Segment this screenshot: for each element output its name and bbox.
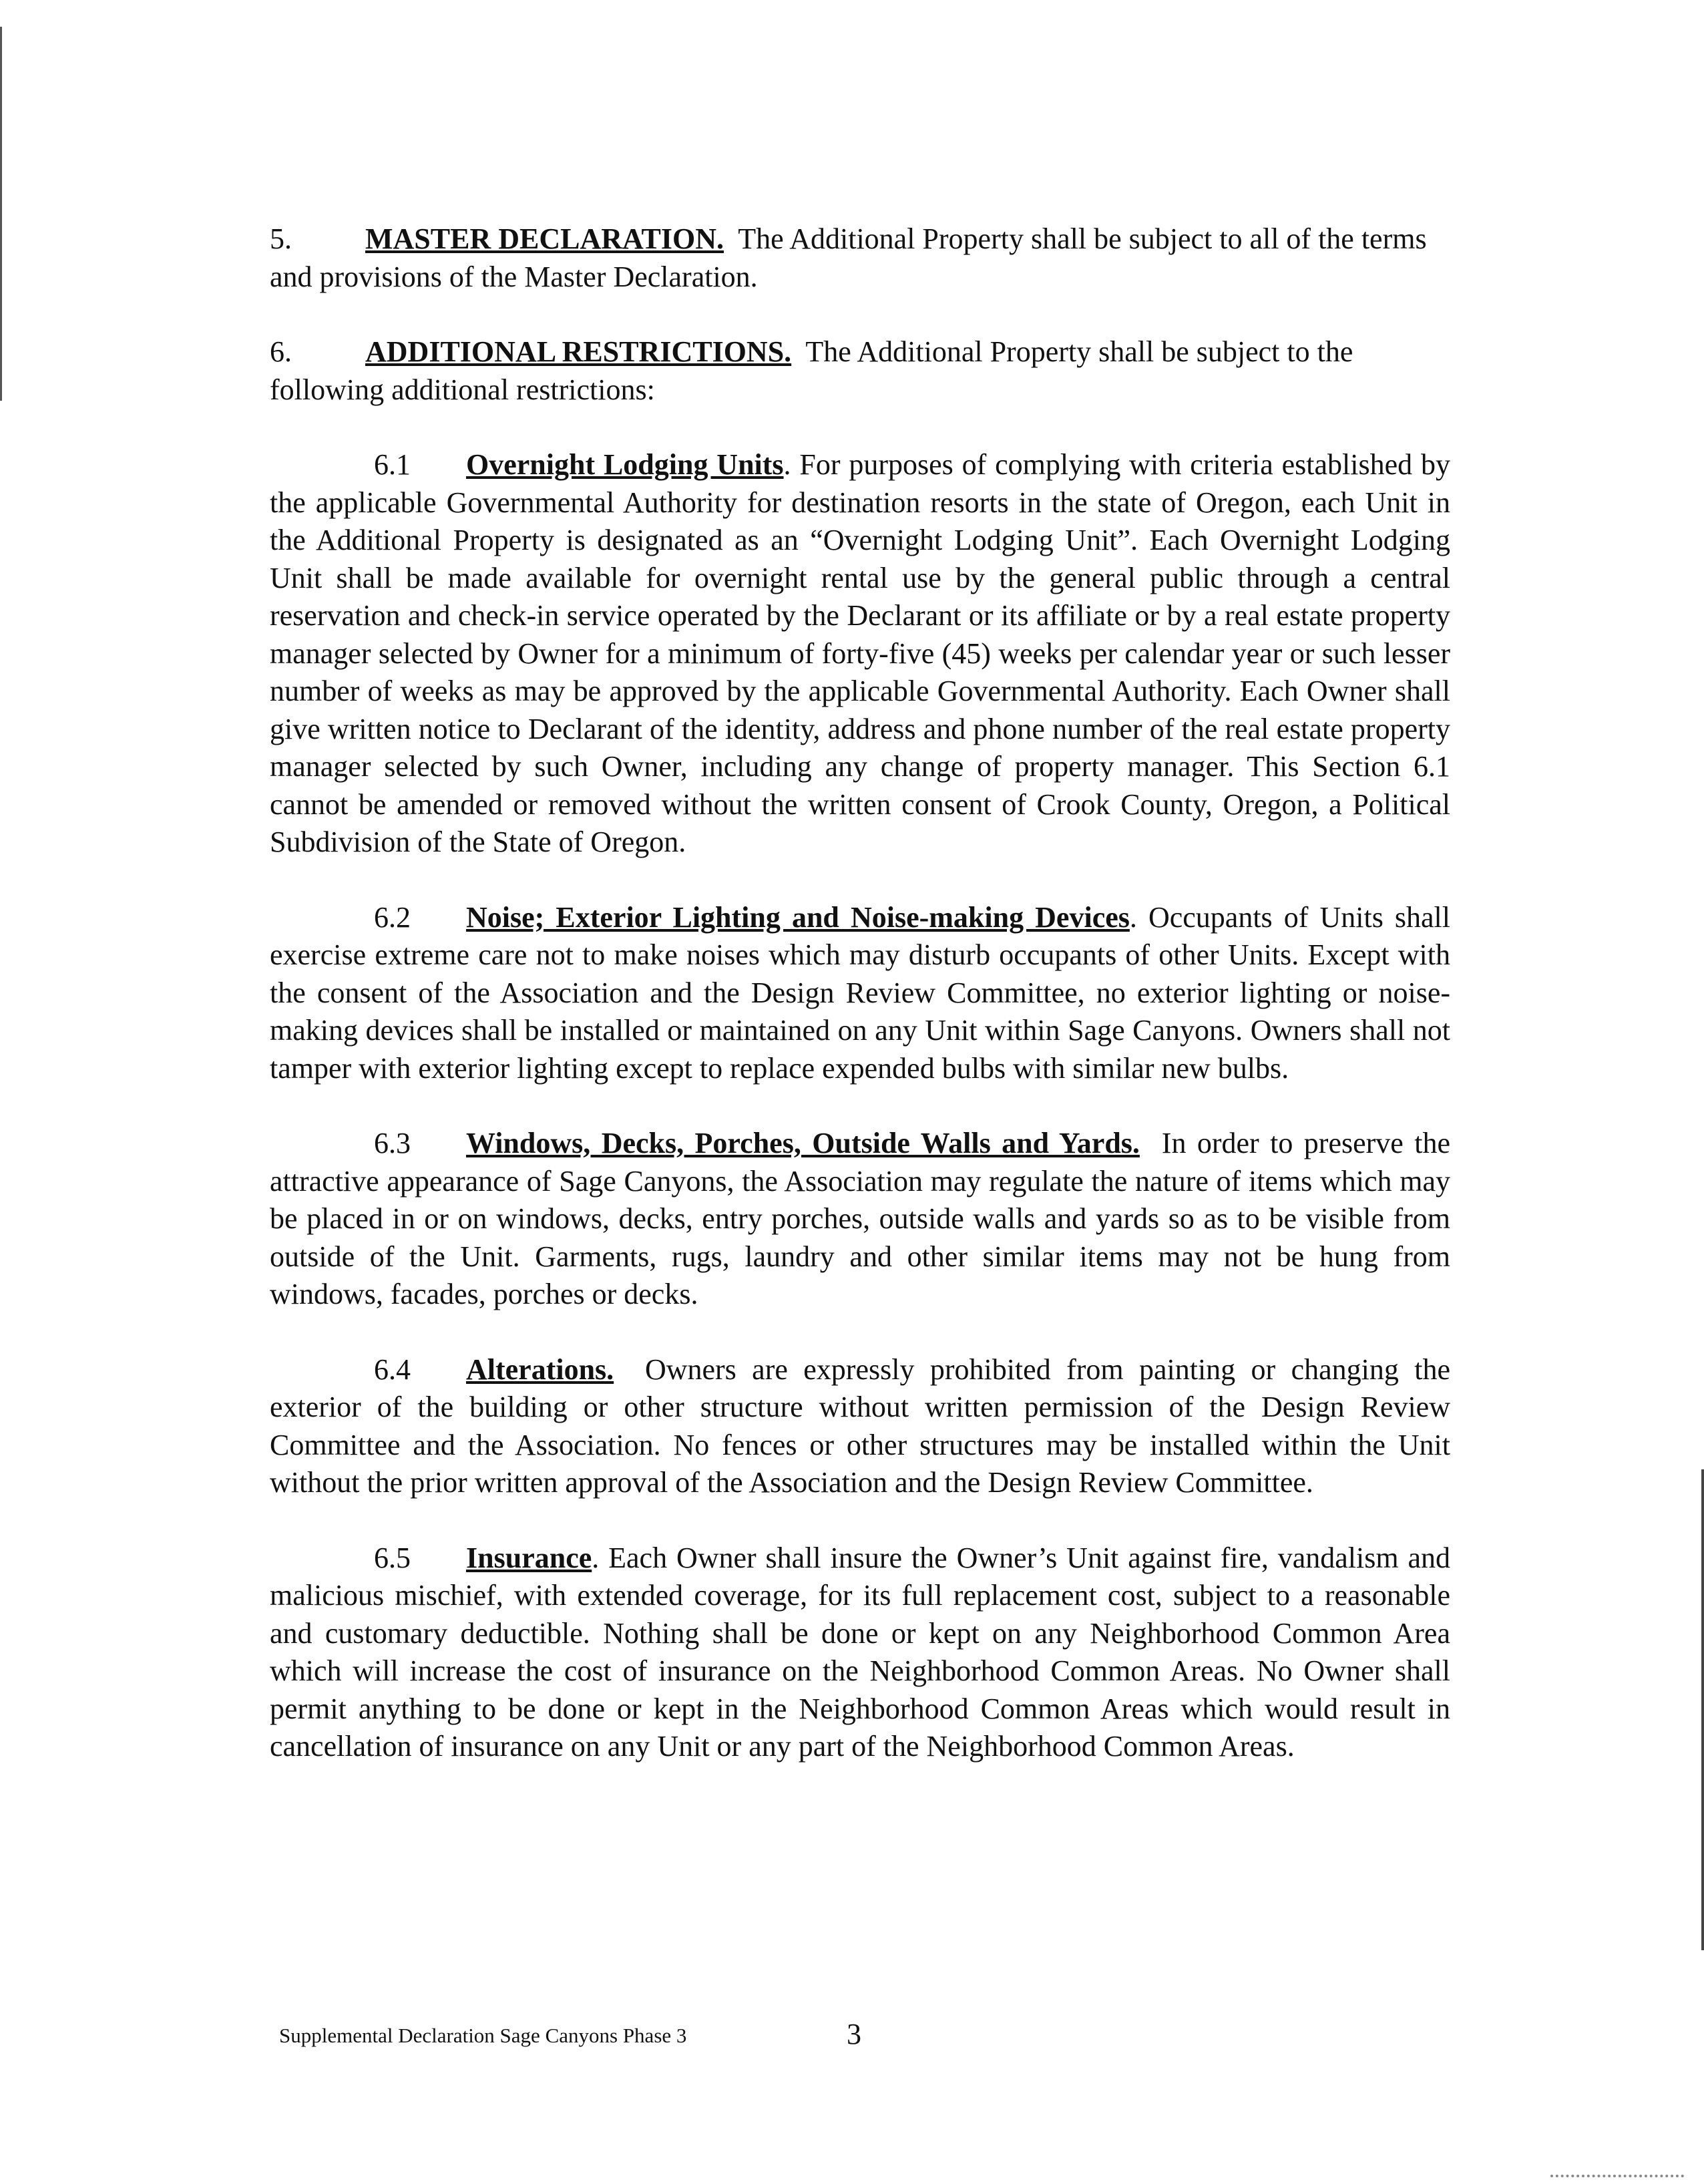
section-6-3 xyxy=(270,1125,1450,1314)
scan-edge-left xyxy=(0,27,2,401)
section-number: 6.4 xyxy=(374,1352,411,1386)
section-text: . For purposes of complying with criteria established by the applicable Governmental Authority for destination resorts in the state of Oregon, each Unit in the Additional Property is designated as an “Overnight Lodging Unit”. Each Overnight Lodging Unit shall be made available for overnight rental use by the general public through a central reservation and check-in service operated by the Declarant or its affiliate or by a real estate property manager selected by Owner for a minimum of forty-five (45) weeks per calendar year or such lesser number of weeks as may be approved by the applicable Governmental Authority. Each Owner shall give written notice to Declarant of the identity, address and phone number of the real estate property manager selected by such Owner, including any change of property manager. This Section 6.1 cannot be amended or removed without the written consent of Crook County, Oregon, a Political Subdivision of the State of Oregon. xyxy=(270,448,1450,858)
section-text: Owners are expressly prohibited from painting or changing the exterior of the building or other structure without written permission of the Design Review Committee and the Association. No fences or other structures may be installed within the Unit without the prior written approval of the Association and the Design Review Committee. xyxy=(270,1352,1451,1499)
section-heading: Insurance xyxy=(466,1541,592,1574)
section-text: In order to preserve the attractive appearance of Sage Canyons, the Association may regulate the nature of items which may be placed in or on windows, decks, entry porches, outside walls and yards so as to be visible from outside of the Unit. Garments, rugs, laundry and other similar items may not be hung from windows, facades, porches or decks. xyxy=(270,1127,1451,1310)
document-body xyxy=(270,220,1450,1766)
section-number: 5. xyxy=(270,222,292,255)
section-6-2 xyxy=(270,899,1450,1088)
section-number: 6.2 xyxy=(374,900,411,934)
section-6 xyxy=(270,333,1450,409)
section-text: The Additional Property shall be subject to all of the terms and provisions of the Master Declaration. xyxy=(270,222,1427,293)
section-text: . Each Owner shall insure the Owner’s Unit against fire, vandalism and malicious mischief, with extended coverage, for its full replacement cost, subject to a reasonable and customary deductible. Nothing shall be done or kept on any Neighborhood Common Area which will increase the cost of insurance on the Neighborhood Common Areas. No Owner shall permit anything to be done or kept in the Neighborhood Common Areas which would result in cancellation of insurance on any Unit or any part of the Neighborhood Common Areas. xyxy=(270,1541,1450,1763)
section-heading: MASTER DECLARATION. xyxy=(365,222,724,255)
section-6-5 xyxy=(270,1539,1450,1766)
section-5 xyxy=(270,220,1450,296)
section-heading: Windows, Decks, Porches, Outside Walls and Yards. xyxy=(466,1127,1140,1159)
section-text: . Occupants of Units shall exercise extreme care not to make noises which may disturb occupants of other Units. Except with the consent of the Association and the Design Review Committee, no exterior lighting or noise-making devices shall be installed or maintained on any Unit within Sage Canyons. Owners shall not tamper with exterior lighting except to replace expended bulbs with similar new bulbs. xyxy=(270,900,1450,1085)
section-heading: Alterations. xyxy=(466,1352,614,1386)
footer-label: Supplemental Declaration Sage Canyons Phase 3 xyxy=(279,2024,687,2047)
scan-artifact xyxy=(1550,2175,1684,2181)
page-number: 3 xyxy=(847,2018,861,2050)
section-heading: Overnight Lodging Units xyxy=(466,448,784,481)
section-text: The Additional Property shall be subject to the following additional restrictions: xyxy=(270,335,1353,406)
section-heading: ADDITIONAL RESTRICTIONS. xyxy=(365,335,792,368)
section-6-1 xyxy=(270,446,1450,862)
section-heading: Noise; Exterior Lighting and Noise-making Devices xyxy=(466,900,1130,934)
section-number: 6.5 xyxy=(374,1541,411,1574)
scan-edge-right xyxy=(1701,1469,1704,1950)
section-number: 6.1 xyxy=(374,448,411,481)
section-number: 6.3 xyxy=(374,1127,411,1159)
section-6-4 xyxy=(270,1351,1450,1502)
section-number: 6. xyxy=(270,335,292,368)
